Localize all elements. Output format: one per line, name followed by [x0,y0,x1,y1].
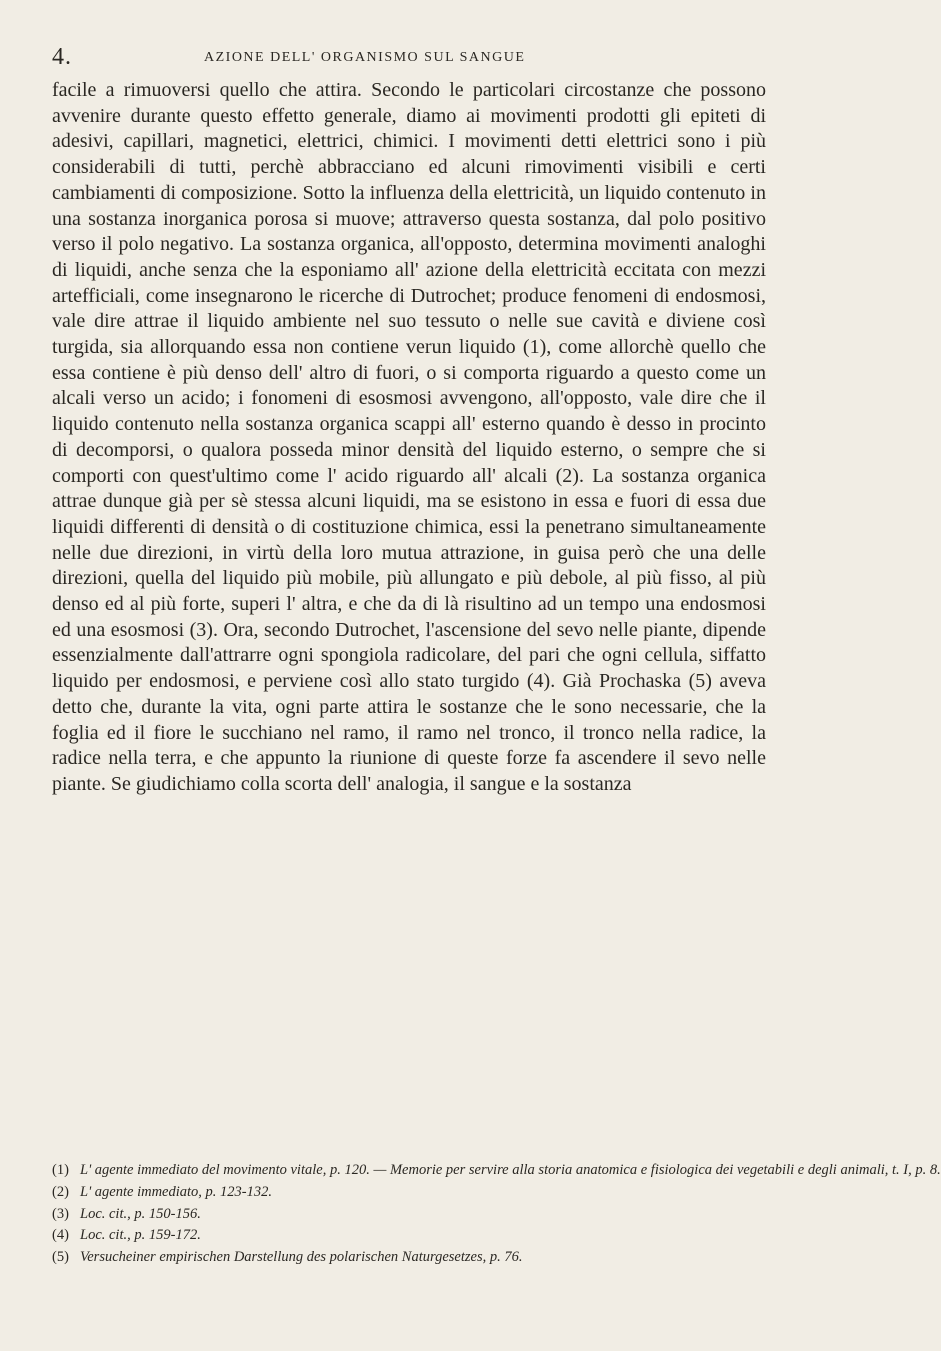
footnote-text: Loc. cit., p. 150-156. [80,1205,201,1222]
footnote-mark: (3) [52,1205,69,1222]
footnote-4 [52,1225,768,1247]
page-number: 4. [52,44,72,70]
footnote-1 [52,1160,941,1182]
main-text [52,78,766,798]
footnote-text: Versucheiner empirischen Darstellung des polarischen Naturgesetzes, p. 76. [80,1249,523,1266]
footnote-mark: (1) [52,1162,69,1178]
running-head: AZIONE DELL' ORGANISMO SUL SANGUE [204,50,526,65]
footnote-5 [52,1247,768,1269]
footnote-mark: (2) [52,1183,69,1200]
page-header [52,42,768,72]
footnote-text: Loc. cit., p. 159-172. [80,1227,201,1244]
footnote-mark: (5) [52,1249,69,1266]
footnote-text: L' agente immediato, p. 123-132. [80,1183,272,1200]
footnote-3 [52,1204,768,1226]
footnote-text: L' agente immediato del movimento vitale, p. 120. — Memorie per servire alla storia anatomica e fisiologica dei vegetabili e degli animali, t. I, p. 8. [80,1162,941,1178]
body-paragraph: facile a rimuoversi quello che attira. Secondo le particolari circostanze che possono avvenire durante questo effetto generale, diamo ai movimenti prodotti gli epiteti di adesivi, capillari, magnetici, elettrici, chimici. I movimenti detti elettrici sono i più considerabili di tutti, perchè abbracciano ed alcuni rimovimenti visibili e certi cambiamenti di composizione. Sotto la influenza della elettricità, un liquido contenuto in una sostanza inorganica porosa si muove; attraverso questa sostanza, dal polo positivo verso il polo negativo. La sostanza organica, all'opposto, determina movimenti analoghi di liquidi, anche senza che la esponiamo all' azione della elettricità eccitata con mezzi artefficiali, come insegnarono le ricerche di Dutrochet; produce fenomeni di endosmosi, vale dire attrae il liquido ambiente nel suo tessuto o nelle sue cavità e diviene così turgida, sia allorquando essa non contiene verun liquido (1), come allorchè quello che essa contiene è più denso dell' altro di fuori, o si comporta riguardo a questo come un alcali verso un acido; i fonomeni di esosmosi avvengono, all'opposto, vale dire che il liquido contenuto nella sostanza organica scappi all' esterno quando è desso in procinto di decomporsi, o qualora posseda minor densità del liquido esterno, o sempre che si comporti con quest'ultimo come l' acido riguardo all' alcali (2). La sostanza organica attrae dunque già per sè stessa alcuni liquidi, ma se esistono in essa e fuori di essa due liquidi differenti di densità o di costituzione chimica, essi la penetrano simultaneamente nelle due direzioni, in virtù della loro mutua attrazione, in guisa però che una delle direzioni, quella del liquido più mobile, più allungato e più debole, al più fisso, al più denso ed al più forte, superi l' altra, e che da di là risultino ad un tempo una endosmosi ed una esosmosi (3). Ora, secondo Dutrochet, l'ascensione del sevo nelle piante, dipende essenzialmente dall'attrarre ogni spongiola radicolare, del pari che ogni cellula, siffatto liquido per endosmosi, e perviene così allo stato turgido (4). Già Prochaska (5) aveva detto che, durante la vita, ogni parte attira le sostanze che le sono necessarie, che la foglia ed il fiore le succhiano nel ramo, il ramo nel tronco, il tronco nella radice, la radice nella terra, e che appunto la riunione di queste forze fa ascendere il sevo nelle piante. Se giudichiamo colla scorta dell' analogia, il sangue e la sostanza [52,79,766,795]
footnotes [52,1160,941,1269]
footnote-2 [52,1182,768,1204]
footnote-mark: (4) [52,1227,69,1244]
